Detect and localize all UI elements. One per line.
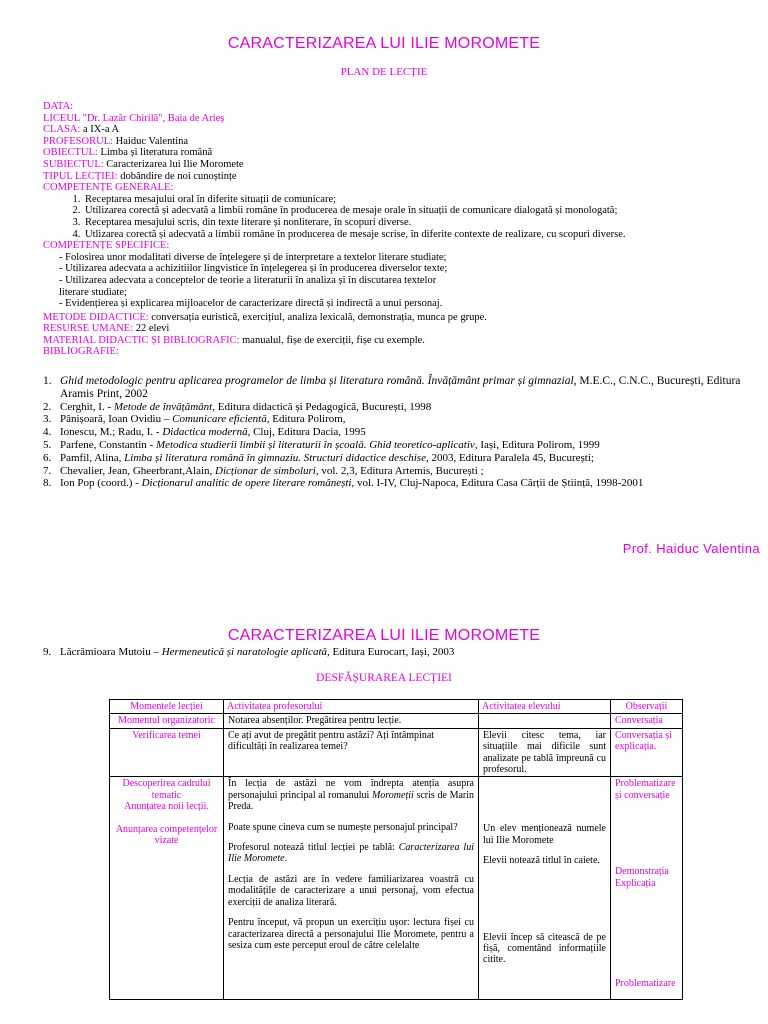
table-cell: Notarea absenților. Pregătirea pentru lecție. (224, 714, 479, 728)
bibliography-item: 5. Parfene, Constantin - Metodica studierii limbii și literaturii în școală. Ghid teoretico-aplicativ, Iași, Editura Polirom, 1999 (43, 438, 600, 451)
page-subtitle: PLAN DE LECȚIE (340, 66, 428, 78)
list-item: 2. Utilizarea corectă și adecvată a limbii române în producerea de mesaje orale în situații de comunicare dialogată și monologată; (83, 205, 743, 217)
clasa-value: a IX-a A (82, 124, 120, 136)
competente-specifice-label: COMPETENȚE SPECIFICE: (43, 240, 170, 252)
table-cell: Conversația (611, 714, 683, 728)
competente-specifice-list (43, 252, 743, 310)
subiectul-value: Caracterizarea lui Ilie Moromete (106, 158, 244, 170)
tipul-value: dobândire de noi cunoștințe (120, 170, 237, 182)
material-value: manualul, fișe de exerciții, fișe cu exemple. (242, 334, 425, 346)
list-item: - Utilizarea adecvata a achizitiilor lingvistice în înțelegerea și în producerea diverselor texte; (59, 263, 448, 275)
column-header: Activitatea elevului (479, 700, 611, 714)
bibliography-item: 7. Chevalier, Jean, Gheerbrant,Alain, Dicționar de simboluri, vol. 2,3, Editura Artemis, București ; (43, 464, 484, 477)
table-cell: Elevii citesc tema, iar situațiile mai dificile sunt analizate pe tablă împreună cu profesorul. (479, 728, 611, 777)
competente-generale-label: COMPETENȚE GENERALE: (43, 182, 174, 194)
clasa-label: CLASA: (43, 124, 81, 136)
metode-label: METODE DIDACTICE: (43, 311, 149, 323)
bibliography-item: 2. Cerghit, I. - Metode de învățământ, Editura didactică și Pedagogică, București, 1998 (43, 400, 432, 413)
bibliografie-label: BIBLIOGRAFIE: (43, 346, 119, 358)
bibliography-item: 8. Ion Pop (coord.) - Dicționarul analitic de opere literare românești, vol. I-IV, Cluj-Napoca, Editura Casa Cărții de Știință, 1998-2001 (43, 477, 644, 490)
material-label: MATERIAL DIDACTIC ȘI BIBLIOGRAFIC: (43, 334, 240, 346)
subiectul-label: SUBIECTUL: (43, 158, 104, 170)
table-cell: Un elev menționează numele lui Ilie Moromete Elevii notează titlul în caiete. Elevii încep să citească de pe fișă, comentând informațiile citite. (479, 777, 611, 1000)
lesson-section-heading: DESFĂȘURAREA LECȚIEI (316, 672, 452, 684)
obiectul-label: OBIECTUL: (43, 147, 98, 159)
list-item: - Evidențierea și explicarea mijloacelor de caracterizare directă și indirectă a unui personaj. (59, 298, 443, 310)
page-title: CARACTERIZAREA LUI ILIE MOROMETE (227, 35, 541, 52)
bibliography-item: 6. Pamfil, Alina, Limba și literatura română în gimnaziu. Structuri didactice deschise, 2003, Editura Paralela 45, București; (43, 451, 594, 464)
list-item: literare studiate; (59, 286, 127, 298)
profesorul-label: PROFESORUL: (43, 135, 114, 147)
bibliography-item: 4. Ionescu, M.; Radu, I. - Didactica modernă, Cluj, Editura Dacia, 1995 (43, 426, 366, 439)
list-item: 4. Utlizarea corectă și adecvată a limbii române în producerea de mesaje scrise, în diferite contexte de realizare, cu scopuri diverse. (83, 229, 743, 241)
list-item: - Folosirea unor modalitati diverse de înțelegere și de interpretare a textelor literare studiate; (59, 251, 447, 263)
competente-generale-list (43, 194, 743, 240)
table-header-row (110, 700, 683, 714)
table-cell: În lecția de astăzi ne vom îndrepta atenția asupra personajului principal al romanului Moromeții scris de Marin Preda. Poate spune cineva cum se numește personajul principal? Profesorul notează titlul lecției pe tablă: Caracterizarea lui Ilie Moromete. Lecția de astăzi are în vedere familiarizarea voastră cu modalitățile de caracterizare a unui personaj, vom efectua exerciții de analiza literară. Pentru început, vă propun un exercițiu ușor: lectura fișei cu caracterizarea directă a personajului Ilie Moromete, pentru a sesiza cum este perceput eroul de către celelalte (224, 777, 479, 1000)
table-cell: Descoperirea cadrului tematic Anunțarea noii lecții. Anunțarea competențelor vizate (110, 777, 224, 1000)
bibliography-item: 1. Ghid metodologic pentru aplicarea programelor de limba și literatura română. Învățământ primar și gimnazial, M.E.C., C.N.C., București, Editura Aramis Print, 2002 (43, 375, 741, 400)
liceul-label: LICEUL "Dr. Lazăr Chirilă", Baia de Arieș (43, 112, 225, 124)
list-item: - Utilizarea adecvata a conceptelor de teorie a literaturii în analiza și în discutarea textelor (59, 274, 437, 286)
table-cell: Ce ați avut de pregătit pentru astăzi? Ați întâmpinat dificultăți în realizarea temei? (224, 728, 479, 777)
resurse-value: 22 elevi (135, 323, 170, 335)
lesson-table (109, 699, 683, 1000)
column-header: Observații (611, 700, 683, 714)
profesorul-value: Haiduc Valentina (115, 135, 189, 147)
bibliography-item: 3. Pânișoară, Ioan Ovidiu – Comunicare eficientă, Editura Polirom, (43, 413, 346, 426)
table-cell: Momentul organizatoric (110, 714, 224, 728)
column-header: Activitatea profesorului (224, 700, 479, 714)
table-row (110, 777, 683, 1000)
table-cell (479, 714, 611, 728)
lesson-metadata (43, 101, 743, 358)
signature: Prof. Haiduc Valentina (622, 541, 760, 556)
table-cell: Verificarea temei (110, 728, 224, 777)
tipul-label: TIPUL LECȚIEI: (43, 170, 118, 182)
list-item: 1. Receptarea mesajului oral în diferite situații de comunicare; (83, 194, 743, 206)
obiectul-value: Limba și literatura română (100, 147, 213, 159)
bibliography-list (43, 375, 743, 490)
column-header: Momentele lecției (110, 700, 224, 714)
metode-value: conversația euristică, exercițiul, analiza lexicală, demonstrația, munca pe grupe. (151, 311, 487, 323)
data-label: DATA: (43, 101, 74, 112)
table-cell: Conversația și explicația. (611, 728, 683, 777)
table-row (110, 714, 683, 728)
table-cell: Problematizare și conversație Demonstrația Explicația Problematizare (611, 777, 683, 1000)
page2-title: CARACTERIZAREA LUI ILIE MOROMETE (227, 627, 541, 644)
resurse-label: RESURSE UMANE: (43, 323, 134, 335)
table-row (110, 728, 683, 777)
bibliography-item: 9. Lăcrămioara Mutoiu – Hermeneutică și naratologie aplicată, Editura Eurocart, Iași, 2003 (43, 646, 455, 658)
list-item: 3. Receptarea mesajului scris, din texte literare și nonliterare, în scopuri diverse. (83, 217, 743, 229)
